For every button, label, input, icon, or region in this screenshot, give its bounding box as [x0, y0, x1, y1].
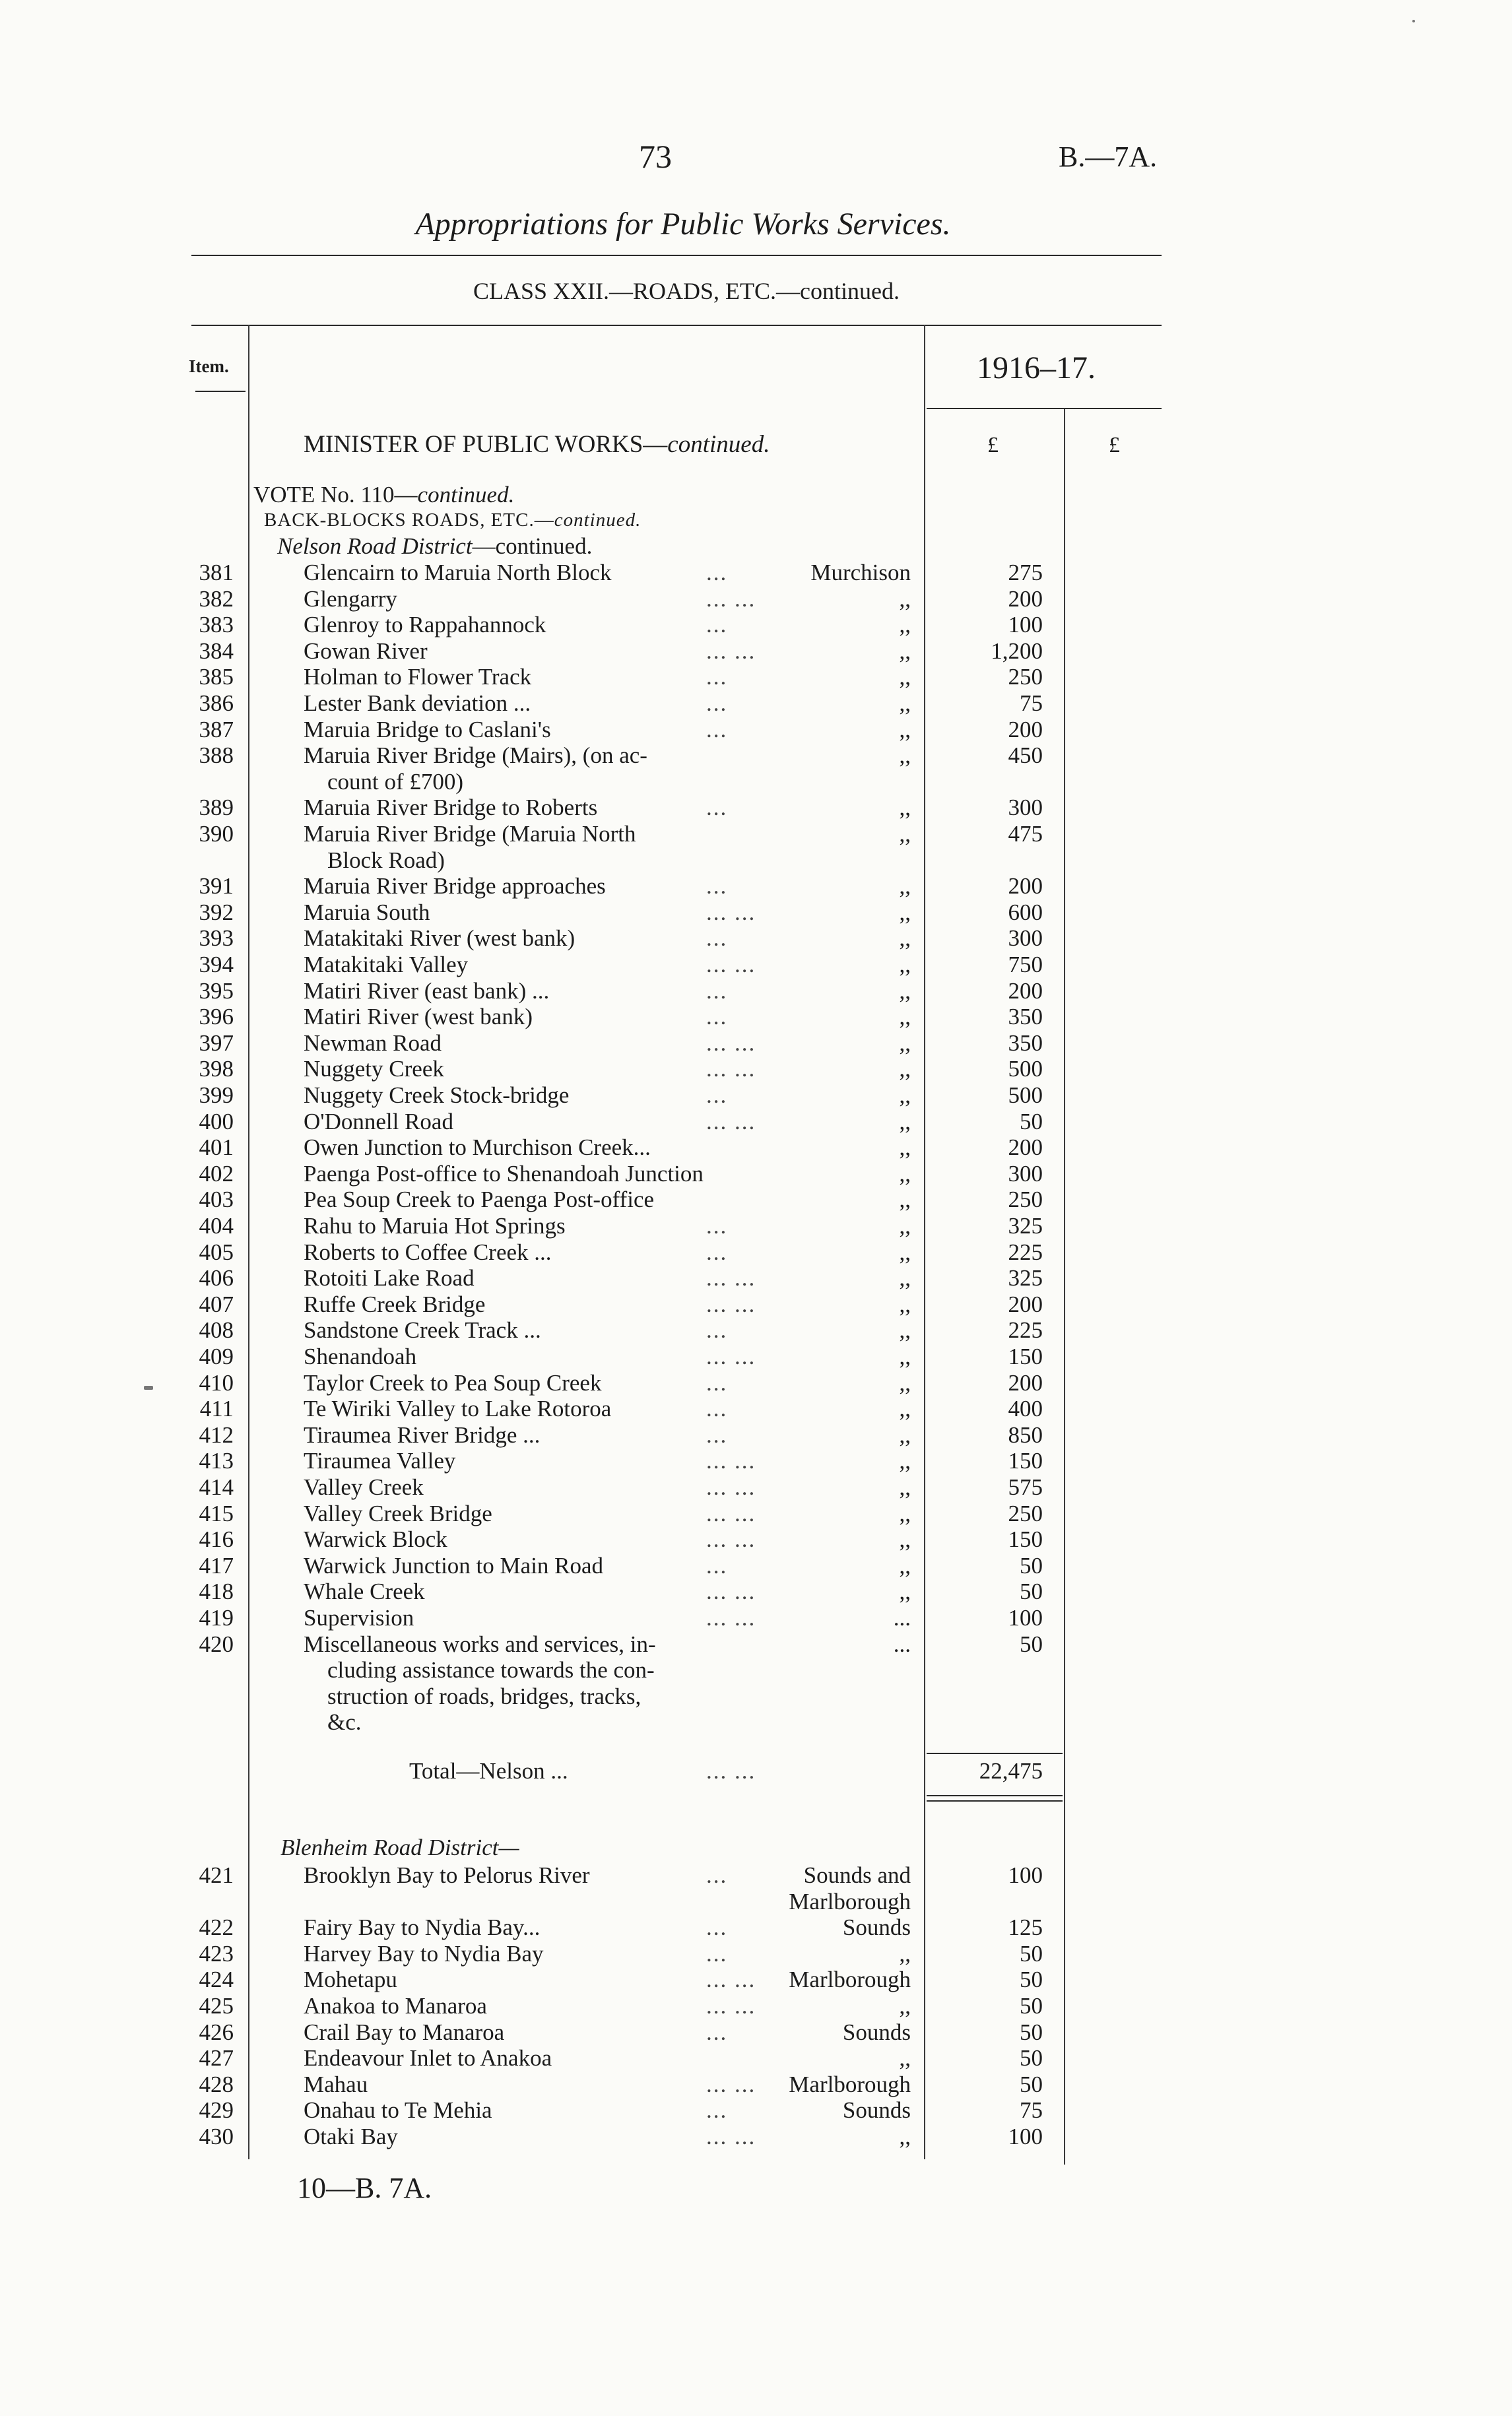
item-number: 412: [199, 1421, 234, 1448]
total-label: Total—Nelson ...: [409, 1758, 568, 1784]
amount-value: 50: [1020, 1108, 1043, 1134]
county-name: ,,: [899, 664, 911, 690]
item-description: Maruia Bridge to Caslani's: [304, 716, 551, 742]
pound-unit-label-2: £: [1109, 433, 1120, 457]
county-name: ,,: [899, 821, 911, 847]
amount-value: 250: [1008, 1187, 1043, 1213]
amount-value: 500: [1008, 1082, 1043, 1108]
item-number: 390: [199, 821, 234, 847]
leader-dots: ...: [706, 1421, 728, 1448]
item-description: Shenandoah: [304, 1344, 417, 1369]
county-name: ,,: [899, 1291, 911, 1317]
item-description: struction of roads, bridges, tracks,: [327, 1683, 641, 1709]
leader-dots: ...: [706, 1213, 728, 1239]
county-name: ,,: [899, 952, 911, 977]
county-name: ,,: [899, 925, 911, 952]
minister-heading: MINISTER OF PUBLIC WORKS—continued.: [304, 431, 770, 458]
county-name: ,,: [899, 1993, 911, 2019]
item-number: 410: [199, 1369, 234, 1396]
item-number: 384: [199, 637, 234, 664]
item-description: &c.: [327, 1709, 362, 1736]
leader-dots: ...: [706, 977, 728, 1004]
item-number: 411: [199, 1396, 234, 1422]
leader-dots: ...: [706, 795, 728, 821]
leader-dots: ... ...: [706, 1448, 756, 1474]
county-name: ,,: [899, 1239, 911, 1265]
county-name: ,,: [899, 1187, 911, 1213]
item-number: 429: [199, 2097, 234, 2124]
item-number: 402: [199, 1160, 234, 1187]
county-name: ...: [893, 1631, 911, 1657]
county-name: Marlborough: [789, 2071, 911, 2097]
leader-dots: ... ...: [706, 1291, 756, 1317]
county-name: ,,: [899, 1134, 911, 1161]
total-amount: 22,475: [979, 1758, 1043, 1784]
item-description: Tiraumea River Bridge ...: [304, 1421, 541, 1448]
county-name: ,,: [899, 1029, 911, 1056]
amount-value: 850: [1008, 1421, 1043, 1448]
leader-dots: ...: [706, 2019, 728, 2045]
county-name: ...: [893, 1605, 911, 1631]
county-name: ,,: [899, 899, 911, 925]
county-name: ,,: [899, 1526, 911, 1553]
amount-value: 75: [1020, 2097, 1043, 2124]
amount-value: 300: [1008, 1160, 1043, 1187]
amount-value: 50: [1020, 1993, 1043, 2019]
item-description: Valley Creek: [304, 1474, 424, 1500]
amount-value: 50: [1020, 1631, 1043, 1657]
county-name: ,,: [899, 1369, 911, 1396]
amount-value: 250: [1008, 1500, 1043, 1526]
total-bottom-rule: [927, 1795, 1063, 1796]
county-name: ,,: [899, 1344, 911, 1369]
leader-dots: ...: [706, 1082, 728, 1108]
county-name: ,,: [899, 1160, 911, 1187]
item-number: 419: [199, 1605, 234, 1631]
item-description: Anakoa to Manaroa: [304, 1993, 487, 2019]
leader-dots: ... ...: [706, 2071, 756, 2097]
county-name: ,,: [899, 742, 911, 769]
amount-value: 50: [1020, 2019, 1043, 2045]
item-description: Block Road): [327, 847, 445, 873]
item-number: 421: [199, 1862, 234, 1888]
county-name: ,,: [899, 2045, 911, 2072]
leader-dots: ... ...: [706, 585, 756, 612]
leader-dots: ... ...: [706, 952, 756, 977]
item-description: Crail Bay to Manaroa: [304, 2019, 505, 2045]
amount-value: 450: [1008, 742, 1043, 769]
item-description: Roberts to Coffee Creek ...: [304, 1239, 552, 1265]
item-description: Mahau: [304, 2071, 368, 2097]
county-name: ,,: [899, 1552, 911, 1579]
pound-unit-label: £: [987, 433, 999, 457]
county-name: Murchison: [810, 560, 911, 585]
item-number: 387: [199, 716, 234, 742]
amount-value: 50: [1020, 2045, 1043, 2072]
amount-value: 225: [1008, 1239, 1043, 1265]
county-name: ,,: [899, 1500, 911, 1526]
item-number: 389: [199, 795, 234, 821]
leader-dots: ...: [706, 873, 728, 899]
item-number: 427: [199, 2045, 234, 2072]
item-description: Maruia River Bridge (Maruia North: [304, 821, 636, 847]
amount-value: 150: [1008, 1448, 1043, 1474]
item-number: 395: [199, 977, 234, 1004]
leader-dots: ...: [706, 1552, 728, 1579]
item-description: Nuggety Creek: [304, 1056, 444, 1082]
item-description: cluding assistance towards the con-: [327, 1657, 655, 1683]
amount-value: 50: [1020, 2071, 1043, 2097]
item-number: 401: [199, 1134, 234, 1161]
leader-dots: ...: [706, 1396, 728, 1422]
county-name: ,,: [899, 1421, 911, 1448]
amount-value: 275: [1008, 560, 1043, 585]
amount-value: 200: [1008, 585, 1043, 612]
nelson-district-heading: Nelson Road District—continued.: [277, 533, 593, 559]
amount-value: 200: [1008, 716, 1043, 742]
leader-dots: ... ...: [706, 1344, 756, 1369]
leader-dots: ... ...: [706, 1605, 756, 1631]
leader-dots: ...: [706, 1369, 728, 1396]
amount-value: 100: [1008, 612, 1043, 638]
county-name: ,,: [899, 585, 911, 612]
item-number: 422: [199, 1914, 234, 1941]
document-reference: B.—7A.: [1059, 141, 1158, 173]
year-header-rule: [927, 408, 1162, 409]
leader-dots: ... ...: [706, 1108, 756, 1134]
item-description: Holman to Flower Track: [304, 664, 532, 690]
amount-value: 350: [1008, 1029, 1043, 1056]
amount-value: 200: [1008, 1291, 1043, 1317]
total-bottom-rule-2: [927, 1800, 1063, 1802]
item-number: 417: [199, 1552, 234, 1579]
amount-value: 150: [1008, 1344, 1043, 1369]
year-column-header: 1916–17.: [977, 350, 1096, 385]
county-name: ,,: [899, 873, 911, 899]
item-description: O'Donnell Road: [304, 1108, 453, 1134]
item-number: 424: [199, 1967, 234, 1993]
page-number: 73: [639, 138, 672, 175]
item-number: 400: [199, 1108, 234, 1134]
leader-dots: ... ...: [706, 1029, 756, 1056]
item-description: Rahu to Maruia Hot Springs: [304, 1213, 566, 1239]
item-description: Rotoiti Lake Road: [304, 1265, 475, 1291]
leader-dots: ...: [706, 664, 728, 690]
leader-dots: ...: [706, 716, 728, 742]
amount-value: 50: [1020, 1967, 1043, 1993]
amount-value: 200: [1008, 977, 1043, 1004]
item-description: Te Wiriki Valley to Lake Rotoroa: [304, 1396, 612, 1422]
leader-dots: ...: [706, 925, 728, 952]
item-description: Warwick Block: [304, 1526, 447, 1553]
item-description: Brooklyn Bay to Pelorus River: [304, 1862, 590, 1888]
item-number: 413: [199, 1448, 234, 1474]
item-number: 385: [199, 664, 234, 690]
county-name: ,,: [899, 1396, 911, 1422]
leader-dots: ... ...: [706, 899, 756, 925]
class-heading: CLASS XXII.—ROADS, ETC.—continued.: [473, 278, 900, 304]
item-column-rule: [248, 325, 249, 2159]
amount-value: 100: [1008, 1862, 1043, 1888]
page-title: Appropriations for Public Works Services.: [415, 207, 951, 242]
county-name: ,,: [899, 1082, 911, 1108]
item-number: 423: [199, 1940, 234, 1967]
leader-dots: ... ...: [706, 2124, 756, 2149]
amount-value: 350: [1008, 1004, 1043, 1030]
item-description: Gowan River: [304, 637, 428, 664]
leader-dots: ...: [706, 1914, 728, 1941]
title-rule: [191, 255, 1162, 256]
amount-value: 250: [1008, 664, 1043, 690]
item-number: 430: [199, 2124, 234, 2149]
leader-dots: ... ...: [706, 1993, 756, 2019]
amount-value: 50: [1020, 1552, 1043, 1579]
item-number: 415: [199, 1500, 234, 1526]
county-name: Sounds: [842, 1914, 911, 1941]
item-number: 382: [199, 585, 234, 612]
item-number: 408: [199, 1317, 234, 1344]
item-number: 409: [199, 1344, 234, 1369]
item-description: Pea Soup Creek to Paenga Post-office: [304, 1187, 655, 1213]
item-description: Matakitaki Valley: [304, 952, 469, 977]
item-description: Onahau to Te Mehia: [304, 2097, 492, 2124]
item-description: Glencairn to Maruia North Block: [304, 560, 612, 585]
item-description: count of £700): [327, 768, 464, 795]
item-number: 396: [199, 1004, 234, 1030]
item-number: 393: [199, 925, 234, 952]
leader-dots: ...: [706, 1940, 728, 1967]
amount-value: 1,200: [991, 637, 1043, 664]
amount-value: 125: [1008, 1914, 1043, 1941]
item-number: 394: [199, 952, 234, 977]
county-name: ,,: [899, 1108, 911, 1134]
item-number: 399: [199, 1082, 234, 1108]
amount-column-right-rule: [1064, 409, 1065, 2165]
amount-value: 200: [1008, 873, 1043, 899]
item-number: 426: [199, 2019, 234, 2045]
item-number: 425: [199, 1993, 234, 2019]
leader-dots: ...: [706, 612, 728, 638]
item-description: Harvey Bay to Nydia Bay: [304, 1940, 544, 1967]
amount-value: 600: [1008, 899, 1043, 925]
item-number: 386: [199, 690, 234, 716]
item-description: Newman Road: [304, 1029, 442, 1056]
amount-value: 325: [1008, 1213, 1043, 1239]
item-number: 428: [199, 2071, 234, 2097]
item-description: Paenga Post-office to Shenandoah Junction: [304, 1160, 704, 1187]
county-name: ,,: [899, 1056, 911, 1082]
item-description: Whale Creek: [304, 1579, 425, 1605]
county-name: ,,: [899, 1317, 911, 1344]
amount-value: 475: [1008, 821, 1043, 847]
amount-value: 325: [1008, 1265, 1043, 1291]
item-description: Glenroy to Rappahannock: [304, 612, 546, 638]
leader-dots: ...: [706, 1862, 728, 1888]
total-top-rule: [927, 1753, 1063, 1754]
leader-dots: ...: [706, 1004, 728, 1030]
item-description: Warwick Junction to Main Road: [304, 1552, 604, 1579]
county-name: Sounds: [842, 2097, 911, 2124]
amount-value: 200: [1008, 1134, 1043, 1161]
county-name: ,,: [899, 1213, 911, 1239]
item-description: Maruia South: [304, 899, 430, 925]
item-description: Endeavour Inlet to Anakoa: [304, 2045, 552, 2072]
table-top-rule: [191, 325, 1162, 326]
item-description: Glengarry: [304, 585, 397, 612]
item-description: Ruffe Creek Bridge: [304, 1291, 486, 1317]
county-name: ,,: [899, 1265, 911, 1291]
amount-value: 575: [1008, 1474, 1043, 1500]
leader-dots: ... ...: [706, 1500, 756, 1526]
item-description: Otaki Bay: [304, 2124, 398, 2149]
leader-dots: ...: [706, 1317, 728, 1344]
amount-value: 750: [1008, 952, 1043, 977]
item-description: Maruia River Bridge approaches: [304, 873, 606, 899]
amount-value: 200: [1008, 1369, 1043, 1396]
county-name: ,,: [899, 2124, 911, 2149]
item-number: 403: [199, 1187, 234, 1213]
county-name: ,,: [899, 690, 911, 716]
leader-dots: ...: [706, 1239, 728, 1265]
county-name: Sounds and: [803, 1862, 911, 1888]
county-name: ,,: [899, 637, 911, 664]
total-dots: ... ...: [706, 1758, 756, 1784]
item-description: Valley Creek Bridge: [304, 1500, 492, 1526]
item-number: 406: [199, 1265, 234, 1291]
item-number: 418: [199, 1579, 234, 1605]
leader-dots: ...: [706, 690, 728, 716]
item-description: Matakitaki River (west bank): [304, 925, 575, 952]
item-number: 420: [199, 1631, 234, 1657]
item-number: 398: [199, 1056, 234, 1082]
county-name: Marlborough: [789, 1967, 911, 1993]
item-description: Sandstone Creek Track ...: [304, 1317, 541, 1344]
item-description: Supervision: [304, 1605, 414, 1631]
vote-heading: VOTE No. 110—continued.: [253, 482, 515, 507]
margin-mark: [144, 1386, 153, 1390]
item-number: 392: [199, 899, 234, 925]
item-number: 388: [199, 742, 234, 769]
county-name: Sounds: [842, 2019, 911, 2045]
leader-dots: ...: [706, 2097, 728, 2124]
footer-signature: 10—B. 7A.: [297, 2172, 432, 2204]
county-name: ,,: [899, 612, 911, 638]
item-number: 381: [199, 560, 234, 585]
leader-dots: ...: [706, 560, 728, 585]
item-description: Lester Bank deviation ...: [304, 690, 531, 716]
county-name: ,,: [899, 1579, 911, 1605]
amount-value: 500: [1008, 1056, 1043, 1082]
item-description: Fairy Bay to Nydia Bay...: [304, 1914, 541, 1941]
amount-value: 150: [1008, 1526, 1043, 1553]
item-description: Matiri River (east bank) ...: [304, 977, 550, 1004]
leader-dots: ... ...: [706, 1474, 756, 1500]
item-number: 405: [199, 1239, 234, 1265]
item-number: 397: [199, 1029, 234, 1056]
amount-value: 100: [1008, 2124, 1043, 2149]
item-number: 416: [199, 1526, 234, 1553]
leader-dots: ... ...: [706, 1526, 756, 1553]
county-name: Marlborough: [789, 1888, 911, 1914]
amount-value: 300: [1008, 795, 1043, 821]
amount-value: 50: [1020, 1940, 1043, 1967]
item-number: 391: [199, 873, 234, 899]
county-name: ,,: [899, 1474, 911, 1500]
county-name: ,,: [899, 1448, 911, 1474]
amount-value: 75: [1020, 690, 1043, 716]
item-number: 404: [199, 1213, 234, 1239]
item-number: 414: [199, 1474, 234, 1500]
item-description: Owen Junction to Murchison Creek...: [304, 1134, 651, 1161]
amount-column-left-rule: [924, 325, 925, 2159]
item-number: 383: [199, 612, 234, 638]
item-number: 407: [199, 1291, 234, 1317]
county-name: ,,: [899, 977, 911, 1004]
county-name: ,,: [899, 1004, 911, 1030]
item-description: Nuggety Creek Stock-bridge: [304, 1082, 570, 1108]
amount-value: 400: [1008, 1396, 1043, 1422]
blenheim-district-heading: Blenheim Road District—: [280, 1835, 519, 1860]
item-description: Maruia River Bridge (Mairs), (on ac-: [304, 742, 647, 769]
amount-value: 50: [1020, 1579, 1043, 1605]
county-name: ,,: [899, 716, 911, 742]
amount-value: 300: [1008, 925, 1043, 952]
county-name: ,,: [899, 795, 911, 821]
leader-dots: ... ...: [706, 637, 756, 664]
backblocks-heading: BACK-BLOCKS ROADS, ETC.—continued.: [264, 509, 641, 531]
item-description: Mohetapu: [304, 1967, 397, 1993]
item-header-rule: [195, 391, 246, 392]
item-description: Miscellaneous works and services, in-: [304, 1631, 656, 1657]
item-description: Taylor Creek to Pea Soup Creek: [304, 1369, 602, 1396]
leader-dots: ... ...: [706, 1579, 756, 1605]
item-description: Tiraumea Valley: [304, 1448, 456, 1474]
amount-value: 225: [1008, 1317, 1043, 1344]
item-description: Maruia River Bridge to Roberts: [304, 795, 598, 821]
item-column-header: Item.: [189, 356, 229, 376]
item-description: Matiri River (west bank): [304, 1004, 533, 1030]
margin-mark: [1412, 20, 1415, 22]
county-name: ,,: [899, 1940, 911, 1967]
amount-value: 100: [1008, 1605, 1043, 1631]
leader-dots: ... ...: [706, 1967, 756, 1993]
leader-dots: ... ...: [706, 1265, 756, 1291]
leader-dots: ... ...: [706, 1056, 756, 1082]
